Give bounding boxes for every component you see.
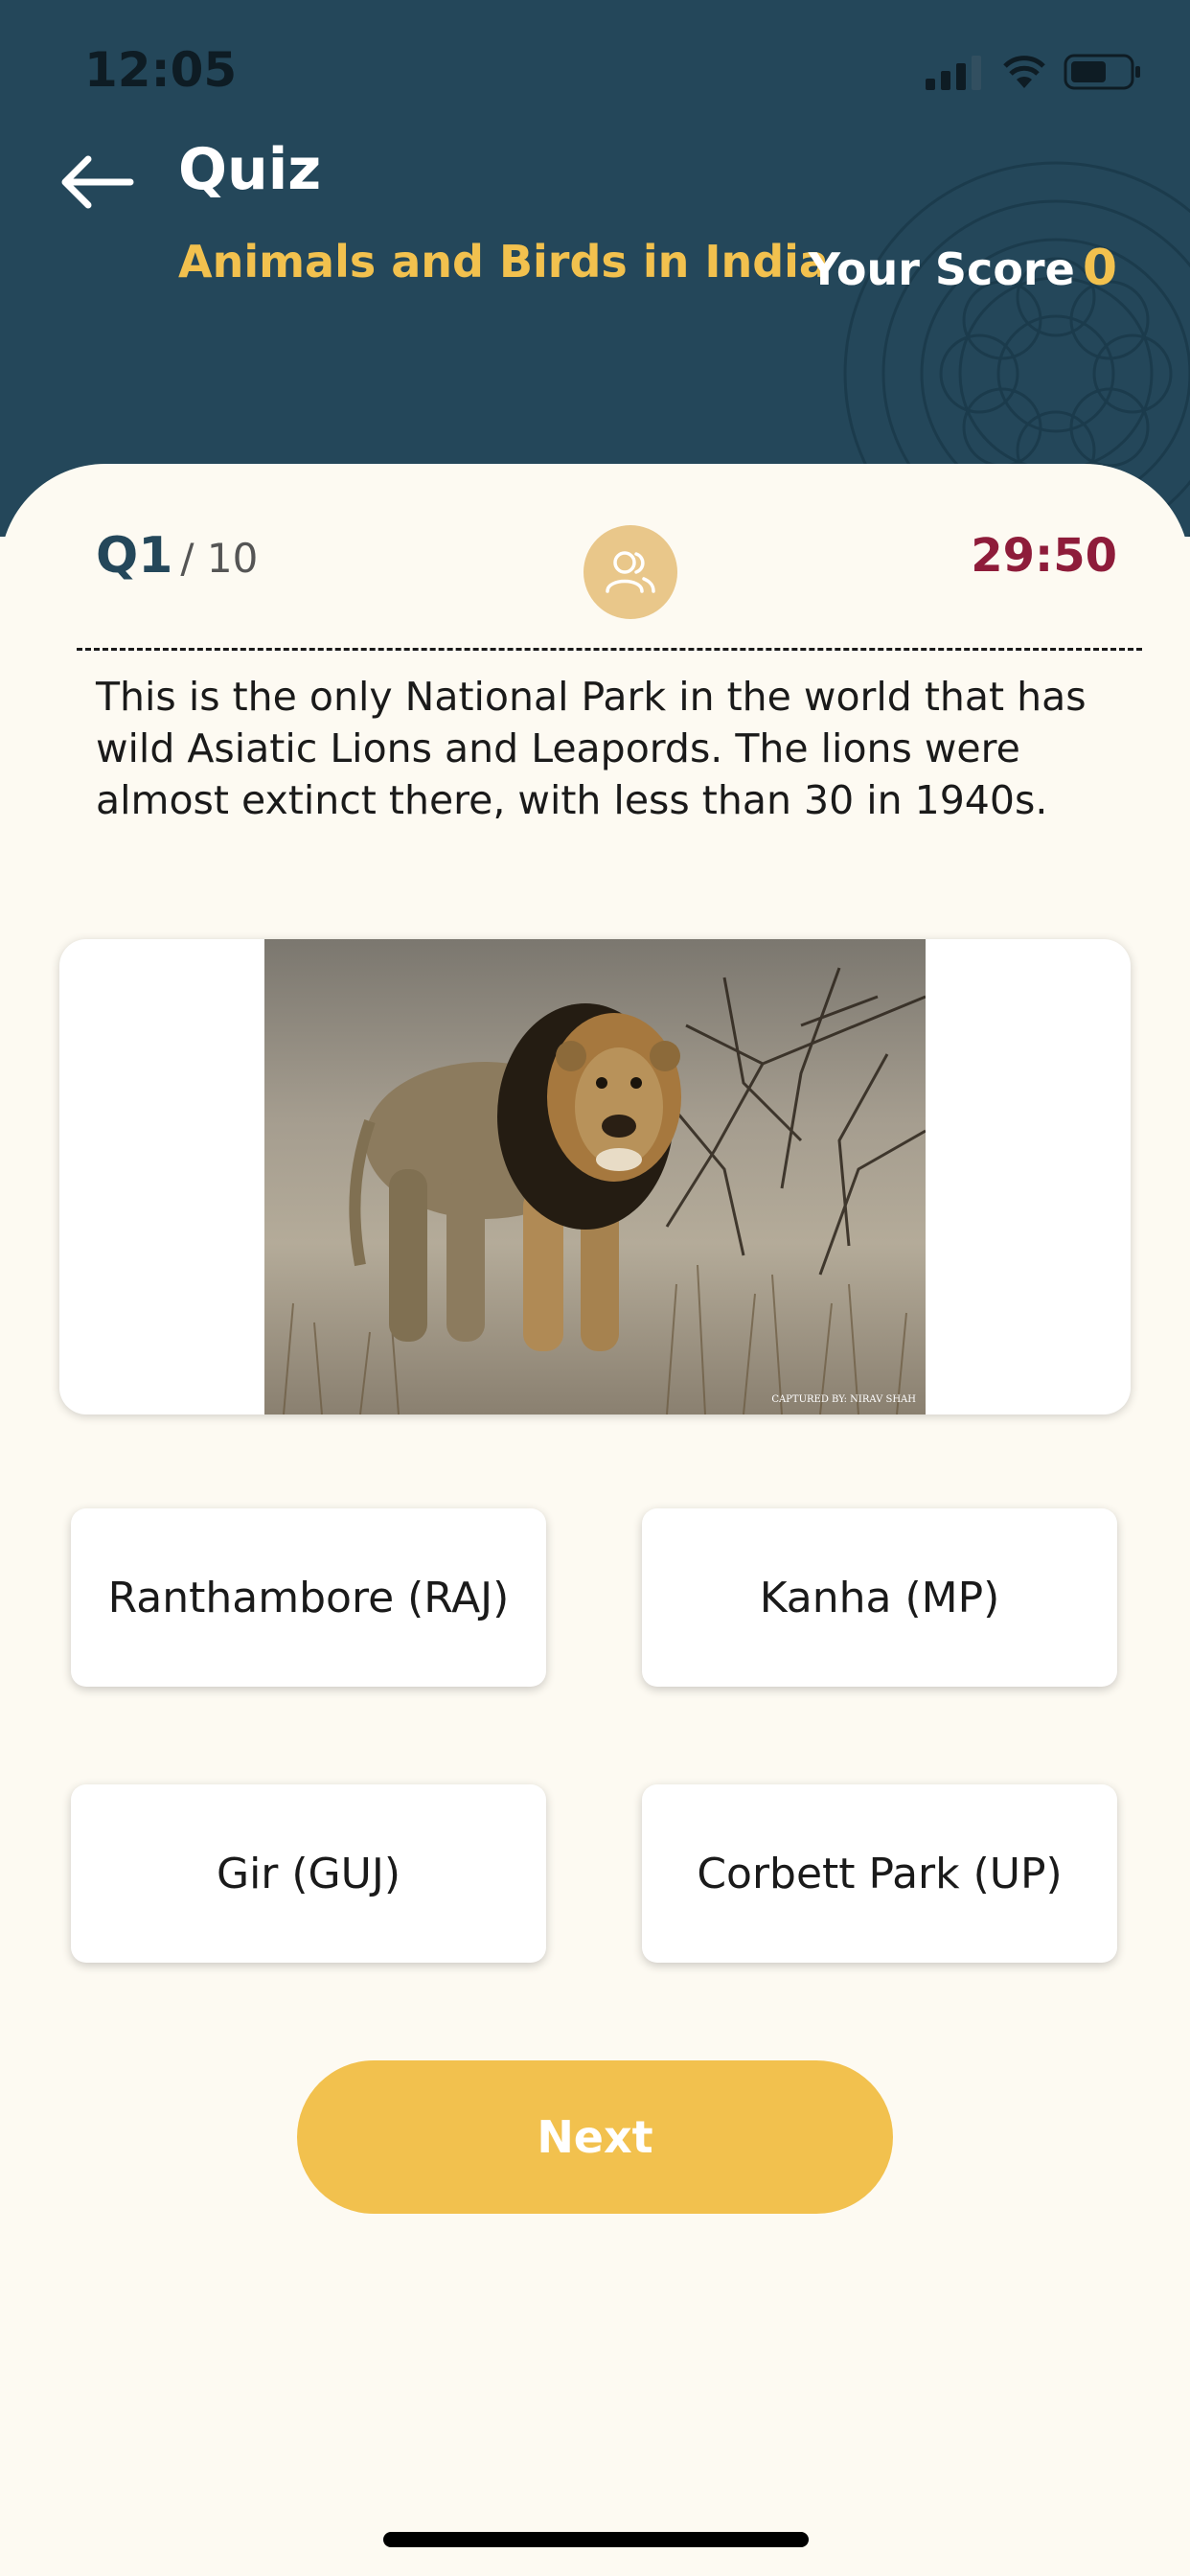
lion-photo (264, 939, 926, 1414)
quiz-category: Animals and Birds in India (178, 236, 829, 288)
page-title: Quiz (178, 136, 322, 203)
score-value: 0 (1082, 240, 1117, 297)
score-display (809, 240, 1117, 297)
arrow-left-icon[interactable] (56, 151, 136, 213)
lion-illustration (264, 939, 926, 1414)
photo-credit: CAPTURED BY: NIRAV SHAH (771, 1394, 916, 1405)
question-counter (96, 527, 258, 585)
players-avatar[interactable] (584, 525, 677, 619)
question-number: Q1 (96, 527, 173, 585)
status-time: 12:05 (84, 42, 238, 98)
option-button-4[interactable]: Corbett Park (UP) (642, 1784, 1117, 1963)
question-total: / 10 (180, 535, 259, 582)
users-icon (604, 549, 657, 595)
wifi-icon (1002, 56, 1046, 90)
option-button-3[interactable]: Gir (GUJ) (71, 1784, 546, 1963)
header (0, 0, 1190, 537)
question-text: This is the only National Park in the world that has wild Asiatic Lions and Leapords. The lions were almost extinct there, with less than 30 in 1940s. (96, 674, 1087, 823)
option-button-1[interactable]: Ranthambore (RAJ) (71, 1508, 546, 1687)
divider (77, 648, 1142, 651)
next-button[interactable]: Next (297, 2060, 893, 2214)
home-indicator[interactable] (383, 2532, 809, 2547)
battery-icon (1064, 54, 1142, 90)
option-button-2[interactable]: Kanha (MP) (642, 1508, 1117, 1687)
cellular-icon (926, 56, 985, 90)
countdown-timer: 29:50 (971, 529, 1117, 583)
score-label: Your Score (808, 243, 1075, 295)
question-image-card (59, 939, 1131, 1414)
status-icons (926, 54, 1142, 90)
